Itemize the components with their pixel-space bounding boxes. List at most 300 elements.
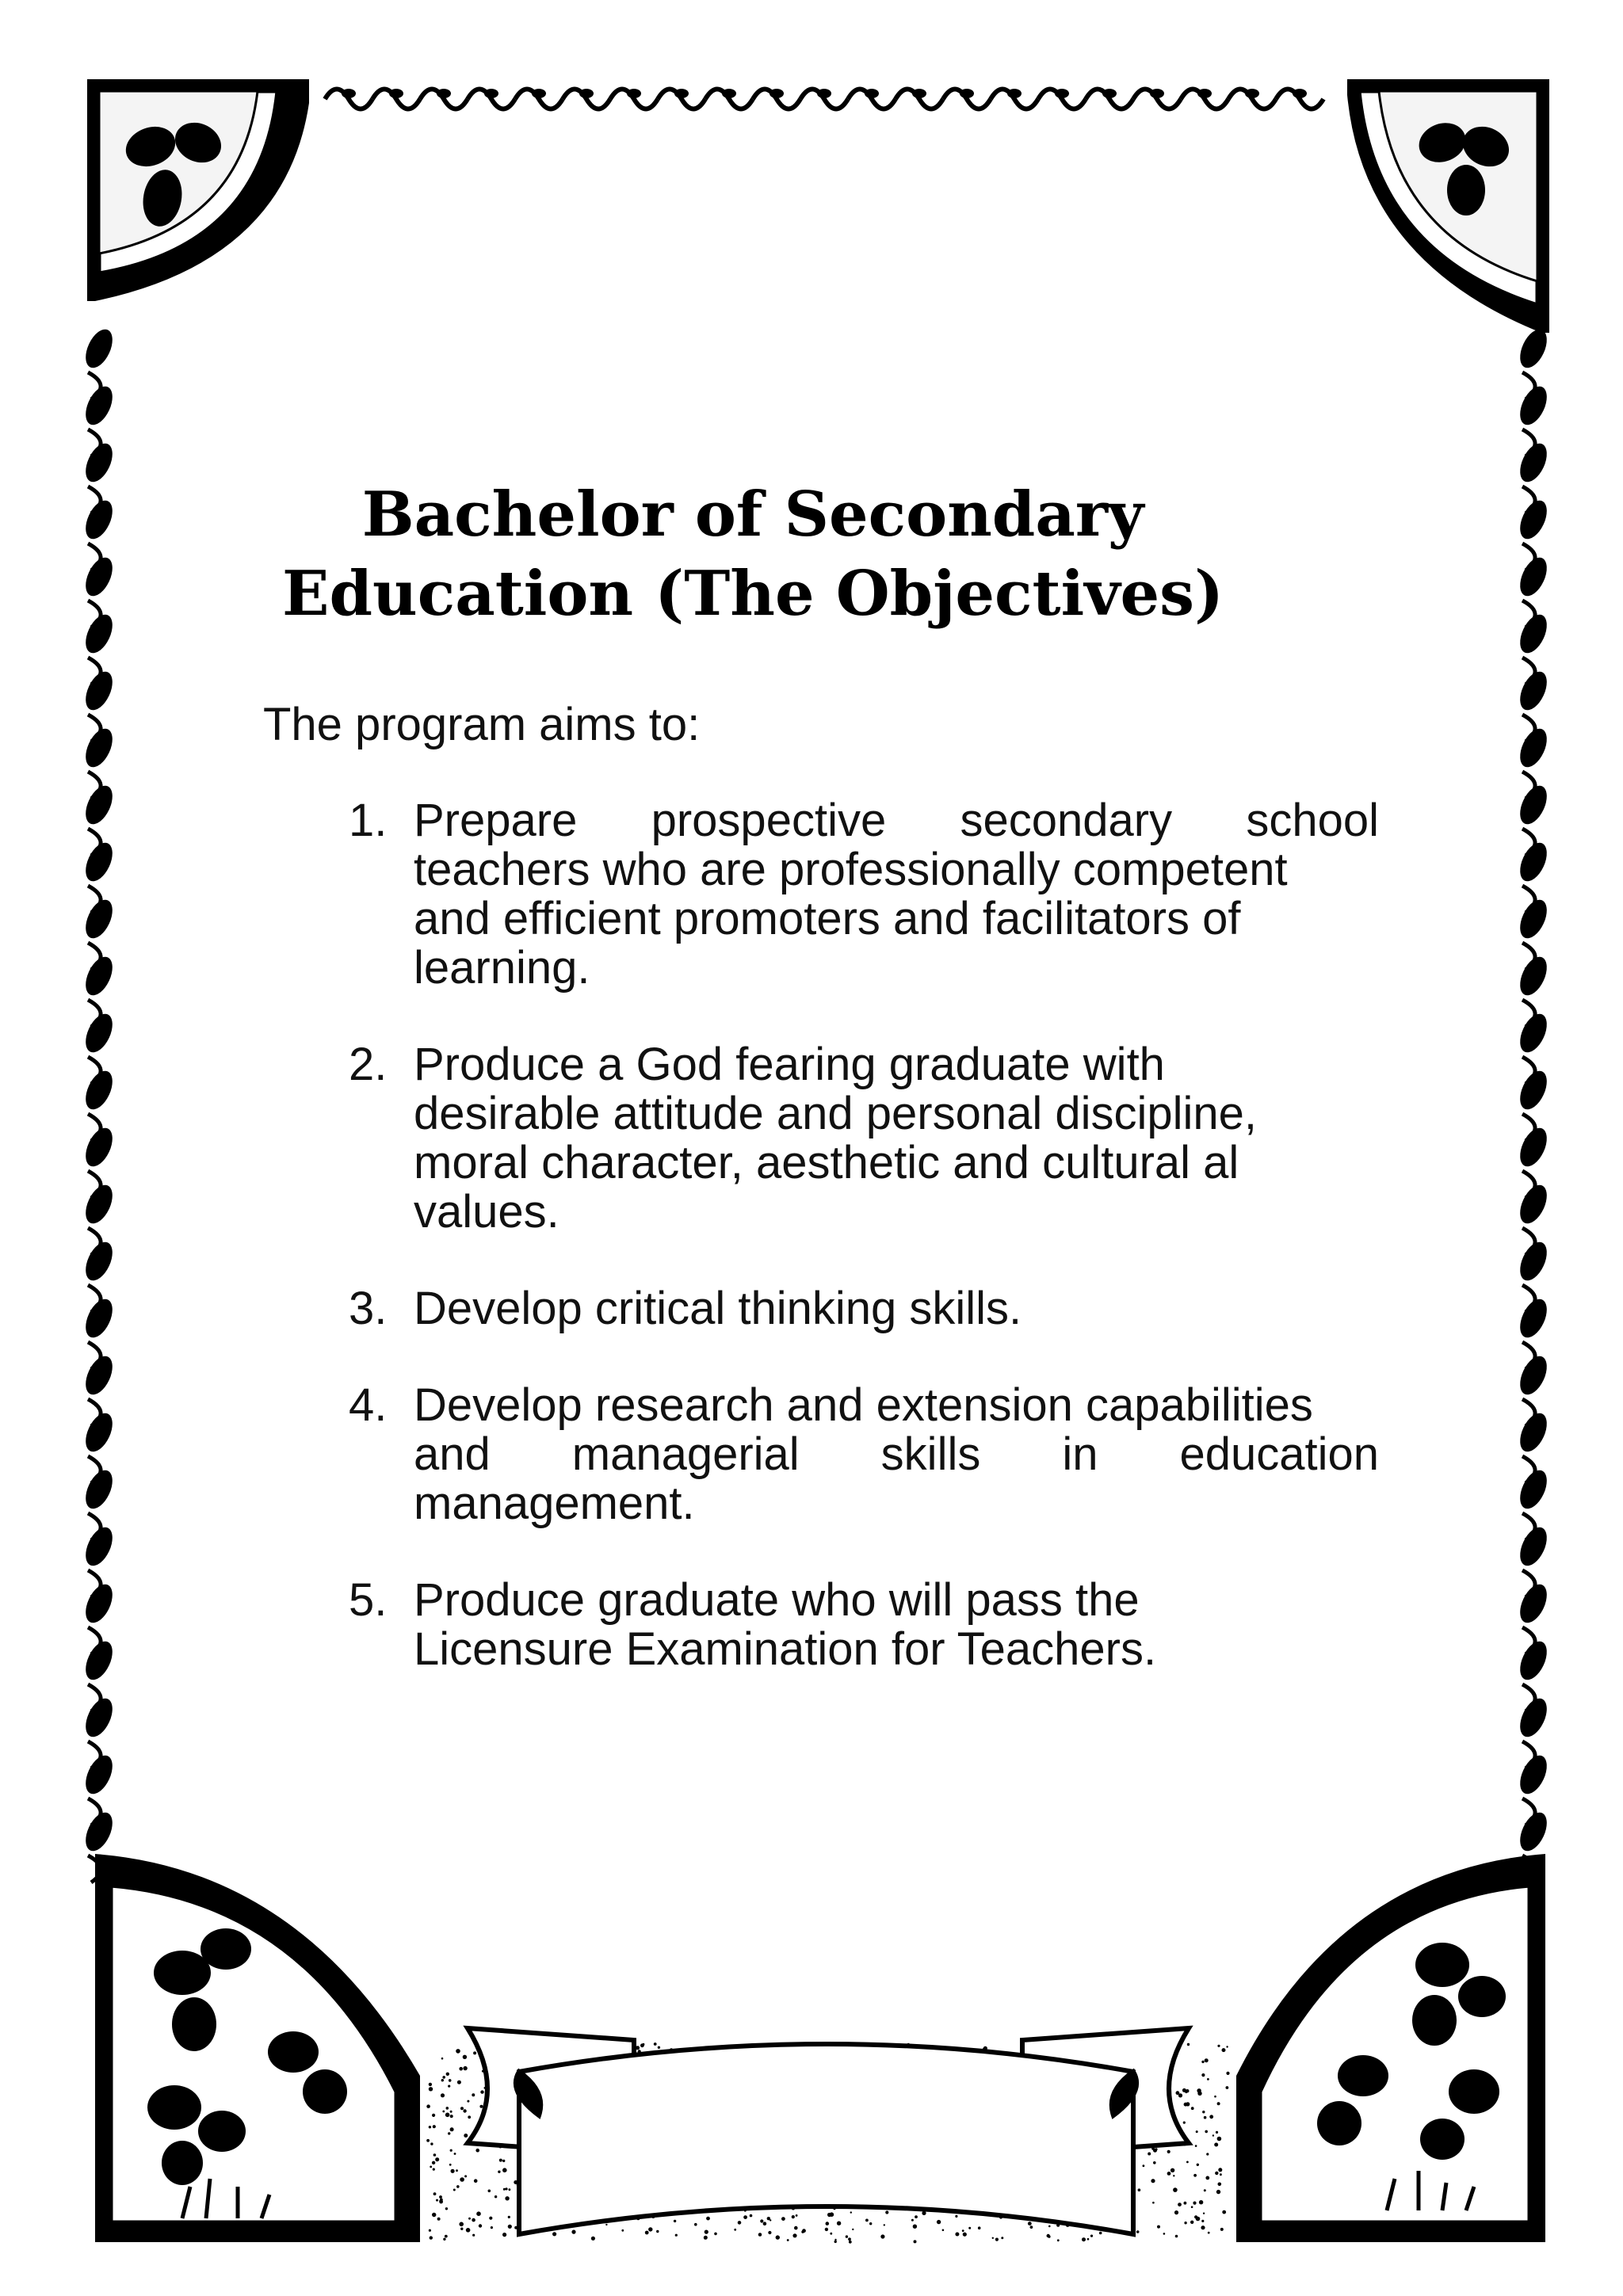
objective-text bbox=[414, 796, 1379, 993]
stipple-dot bbox=[457, 2081, 461, 2084]
stipple-dot bbox=[430, 2142, 433, 2145]
objective-text bbox=[414, 1381, 1379, 1528]
stipple-dot bbox=[658, 2046, 660, 2049]
stipple-dot bbox=[456, 2169, 458, 2172]
stipple-dot bbox=[1178, 2093, 1182, 2097]
stipple-dot bbox=[509, 2188, 511, 2191]
vine-leaf bbox=[80, 1067, 117, 1114]
vine-leaf bbox=[1007, 89, 1022, 98]
stipple-dot bbox=[1205, 2058, 1209, 2062]
vine-leaf bbox=[1514, 497, 1552, 543]
stipple-dot bbox=[474, 2179, 478, 2183]
stipple-dot bbox=[1199, 2200, 1203, 2204]
stipple-dot bbox=[792, 2215, 795, 2218]
vine-leaf bbox=[80, 839, 117, 886]
stipple-dot bbox=[1206, 2153, 1209, 2155]
vine-leaf bbox=[80, 1181, 117, 1228]
stipple-dot bbox=[963, 2233, 967, 2237]
stipple-dot bbox=[743, 2215, 747, 2219]
stipple-dot bbox=[1207, 2078, 1209, 2081]
stipple-dot bbox=[968, 2227, 971, 2229]
stipple-dot bbox=[449, 2164, 452, 2166]
stipple-dot bbox=[1217, 2102, 1220, 2105]
stipple-dot bbox=[505, 2196, 509, 2200]
vine-leaf bbox=[1514, 725, 1552, 772]
stipple-dot bbox=[645, 2231, 649, 2235]
vine-leaf bbox=[1514, 554, 1552, 601]
stipple-dot bbox=[1214, 2143, 1218, 2147]
stipple-dot bbox=[1191, 2107, 1194, 2110]
stipple-dot bbox=[1201, 2061, 1204, 2063]
stipple-dot bbox=[459, 2067, 463, 2071]
stipple-dot bbox=[1099, 2232, 1102, 2235]
stipple-dot bbox=[460, 2107, 464, 2110]
stipple-dot bbox=[591, 2237, 595, 2241]
stipple-dot bbox=[429, 2126, 431, 2128]
vine-leaf bbox=[1514, 1524, 1552, 1570]
vine-leaf bbox=[1514, 1409, 1552, 1456]
vine-leaf bbox=[1245, 89, 1259, 98]
stipple-dot bbox=[445, 2207, 448, 2210]
stipple-dot bbox=[433, 2125, 436, 2128]
stipple-dot bbox=[1148, 2153, 1151, 2156]
stipple-dot bbox=[848, 2237, 851, 2241]
vine-leaf bbox=[579, 89, 594, 98]
stipple-dot bbox=[1138, 2188, 1141, 2191]
stipple-dot bbox=[758, 2233, 762, 2237]
vine-leaf bbox=[817, 89, 831, 98]
objective-number: 4. bbox=[349, 1379, 388, 1431]
stipple-dot bbox=[769, 2219, 771, 2221]
vine-leaf bbox=[80, 953, 117, 1000]
vine-leaf bbox=[1514, 1581, 1552, 1627]
right-vine-border bbox=[1514, 326, 1552, 1882]
stipple-dot bbox=[992, 2237, 994, 2239]
stipple-dot bbox=[1184, 2222, 1186, 2224]
stipple-dot bbox=[1197, 2164, 1199, 2166]
vine-leaf bbox=[80, 1695, 117, 1741]
objective-line: moral character, aesthetic and cultural al bbox=[414, 1137, 1239, 1188]
stipple-dot bbox=[694, 2223, 697, 2226]
stipple-dot bbox=[1151, 2179, 1155, 2183]
stipple-dot bbox=[467, 2100, 469, 2103]
stipple-dot bbox=[432, 2161, 435, 2164]
stipple-dot bbox=[1196, 2217, 1201, 2222]
vine-leaf bbox=[80, 1010, 117, 1057]
stipple-dot bbox=[675, 2234, 678, 2237]
stipple-dot bbox=[456, 2185, 460, 2188]
vine-leaf bbox=[80, 896, 117, 943]
stipple-dot bbox=[1203, 2213, 1205, 2214]
corner-ornament-top-left bbox=[87, 79, 309, 301]
stipple-dot bbox=[450, 2149, 453, 2152]
stipple-dot bbox=[503, 2188, 506, 2191]
stipple-dot bbox=[1215, 2172, 1218, 2175]
vine-leaf bbox=[1514, 1809, 1552, 1855]
stipple-dot bbox=[705, 2230, 708, 2234]
stipple-dot bbox=[846, 2235, 848, 2237]
stipple-dot bbox=[571, 2230, 575, 2234]
stipple-dot bbox=[1143, 2164, 1145, 2167]
stipple-dot bbox=[445, 2235, 448, 2238]
objective-number: 5. bbox=[349, 1574, 388, 1626]
stipple-dot bbox=[463, 2109, 466, 2112]
stipple-dot bbox=[978, 2226, 981, 2229]
stipple-dot bbox=[1212, 2134, 1214, 2136]
stipple-dot bbox=[1217, 2137, 1222, 2142]
stipple-dot bbox=[1193, 2174, 1197, 2177]
stipple-dot bbox=[763, 2222, 767, 2225]
stipple-dot bbox=[781, 2217, 785, 2221]
objective-line: Licensure Examination for Teachers. bbox=[414, 1623, 1157, 1675]
stipple-dot bbox=[450, 2127, 454, 2131]
stipple-dot bbox=[768, 2231, 771, 2234]
stipple-dot bbox=[830, 2212, 834, 2217]
stipple-dot bbox=[738, 2221, 742, 2225]
vine-leaf bbox=[80, 668, 117, 715]
stipple-dot bbox=[825, 2228, 828, 2231]
stipple-dot bbox=[1030, 2225, 1033, 2229]
vine-leaf bbox=[1293, 89, 1307, 98]
stipple-dot bbox=[1028, 2222, 1032, 2225]
stipple-dot bbox=[1173, 2175, 1174, 2176]
stipple-dot bbox=[454, 2153, 456, 2155]
stipple-dot bbox=[1152, 2202, 1155, 2204]
objective-number: 2. bbox=[349, 1039, 388, 1090]
stipple-dot bbox=[466, 2228, 471, 2233]
stipple-dot bbox=[443, 2238, 445, 2241]
stipple-dot bbox=[451, 2169, 455, 2173]
vine-leaf bbox=[1514, 1295, 1552, 1342]
objective-line: Prepare prospective secondary school bbox=[414, 795, 1379, 846]
stipple-dot bbox=[1175, 2235, 1178, 2238]
stipple-dot bbox=[445, 2113, 450, 2118]
stipple-dot bbox=[472, 2218, 475, 2222]
stipple-dot bbox=[1216, 2131, 1218, 2134]
vine-leaf bbox=[80, 1409, 117, 1456]
stipple-dot bbox=[1136, 2230, 1140, 2233]
stipple-dot bbox=[1190, 2221, 1193, 2224]
objective-line: and efficient promoters and facilitators of bbox=[414, 893, 1241, 944]
vine-leaf bbox=[722, 89, 736, 98]
stipple-dot bbox=[1195, 2145, 1197, 2147]
stipple-dot bbox=[849, 2241, 852, 2244]
stipple-dot bbox=[837, 2222, 841, 2225]
vine-leaf bbox=[1197, 89, 1212, 98]
stipple-dot bbox=[499, 2159, 502, 2162]
stipple-dot bbox=[865, 2219, 869, 2222]
vine-leaf bbox=[1514, 839, 1552, 886]
stipple-dot bbox=[911, 2219, 914, 2222]
stipple-dot bbox=[433, 2153, 437, 2157]
stipple-dot bbox=[955, 2215, 957, 2218]
stipple-dot bbox=[450, 2115, 453, 2118]
stipple-dot bbox=[1214, 2096, 1216, 2098]
vine-leaf bbox=[769, 89, 784, 98]
stipple-dot bbox=[1196, 2130, 1198, 2133]
stipple-dot bbox=[479, 2224, 482, 2227]
objective-line: Develop research and extension capabilities bbox=[414, 1379, 1313, 1431]
vine-leaf bbox=[1514, 1352, 1552, 1399]
stipple-dot bbox=[448, 2085, 450, 2088]
stipple-dot bbox=[1090, 2235, 1093, 2237]
stipple-dot bbox=[656, 2230, 659, 2233]
stipple-dot bbox=[460, 2228, 463, 2230]
objective-line: learning. bbox=[414, 942, 590, 994]
objective-line: Develop critical thinking skills. bbox=[414, 1283, 1022, 1334]
vine-leaf bbox=[865, 89, 879, 98]
corner-ornament-bottom-right bbox=[1236, 1854, 1545, 2242]
stipple-dot bbox=[495, 2195, 497, 2198]
stipple-dot bbox=[1184, 2103, 1188, 2107]
stipple-dot bbox=[1220, 2173, 1222, 2176]
stipple-dot bbox=[1217, 2045, 1220, 2047]
objective-item-4 bbox=[349, 1381, 1379, 1528]
vine-leaf bbox=[80, 383, 117, 429]
objective-line: desirable attitude and personal discipline, bbox=[414, 1088, 1258, 1139]
stipple-dot bbox=[432, 2114, 435, 2117]
stipple-dot bbox=[880, 2234, 884, 2238]
stipple-dot bbox=[446, 2107, 449, 2110]
stipple-dot bbox=[787, 2239, 789, 2241]
stipple-dot bbox=[552, 2232, 556, 2236]
stipple-dot bbox=[498, 2171, 500, 2173]
stipple-dot bbox=[441, 2058, 444, 2060]
vine-leaf bbox=[1514, 1752, 1552, 1798]
objective-line: management. bbox=[414, 1478, 695, 1529]
objective-line: Produce graduate who will pass the bbox=[414, 1574, 1140, 1626]
vine-leaf bbox=[1514, 1695, 1552, 1741]
stipple-dot bbox=[449, 2079, 452, 2082]
stipple-dot bbox=[464, 2134, 468, 2138]
stipple-dot bbox=[480, 2090, 483, 2093]
stipple-dot bbox=[955, 2233, 959, 2237]
title-line-1: Bachelor of Secondary bbox=[361, 479, 1144, 551]
stipple-dot bbox=[640, 2043, 644, 2047]
stipple-dot bbox=[1184, 2202, 1187, 2205]
vine-leaf bbox=[1514, 953, 1552, 1000]
objectives-list bbox=[349, 796, 1379, 1722]
stipple-dot bbox=[734, 2229, 736, 2231]
vine-leaf bbox=[80, 1752, 117, 1798]
stipple-dot bbox=[489, 2217, 492, 2220]
stipple-dot bbox=[1222, 2210, 1226, 2214]
left-vine-border bbox=[80, 326, 117, 1882]
stipple-dot bbox=[1208, 2232, 1210, 2234]
stipple-dot bbox=[605, 2224, 607, 2225]
objective-text bbox=[414, 1576, 1379, 1674]
stipple-dot bbox=[1186, 2161, 1189, 2164]
stipple-dot bbox=[429, 2229, 431, 2232]
stipple-dot bbox=[942, 2229, 945, 2232]
stipple-dot bbox=[826, 2222, 830, 2225]
stipple-dot bbox=[796, 2214, 798, 2217]
vine-leaf bbox=[1514, 896, 1552, 943]
vine-leaf bbox=[80, 497, 117, 543]
stipple-dot bbox=[488, 2190, 491, 2193]
stipple-dot bbox=[463, 2055, 467, 2059]
objective-item-3 bbox=[349, 1284, 1379, 1333]
ribbon-banner bbox=[468, 2028, 1189, 2234]
vine-leaf bbox=[1514, 1638, 1552, 1684]
vine-leaf bbox=[80, 1581, 117, 1627]
stipple-dot bbox=[502, 2233, 506, 2237]
stipple-dot bbox=[453, 2189, 456, 2191]
objective-line: teachers who are professionally competent bbox=[414, 844, 1288, 895]
vine-leaf bbox=[80, 725, 117, 772]
vine-leaf bbox=[80, 1295, 117, 1342]
stipple-dot bbox=[442, 2076, 445, 2079]
stipple-dot bbox=[450, 2111, 453, 2113]
vine-leaf bbox=[960, 89, 974, 98]
stipple-dot bbox=[468, 2115, 471, 2119]
stipple-dot bbox=[429, 2083, 432, 2086]
vine-leaf bbox=[342, 89, 356, 98]
vine-leaf bbox=[1514, 1238, 1552, 1285]
stipple-dot bbox=[1220, 2228, 1224, 2231]
stipple-dot bbox=[648, 2227, 652, 2231]
stipple-dot bbox=[885, 2210, 888, 2214]
objective-line: and managerial skills in education bbox=[414, 1428, 1379, 1480]
stipple-dot bbox=[1226, 2046, 1228, 2047]
page-title bbox=[238, 475, 1268, 634]
stipple-dot bbox=[913, 2225, 917, 2229]
top-vine-border bbox=[325, 89, 1323, 109]
stipple-dot bbox=[491, 2226, 493, 2229]
stipple-dot bbox=[448, 2132, 450, 2134]
stipple-dot bbox=[850, 2211, 852, 2213]
stipple-dot bbox=[1153, 2161, 1156, 2164]
stipple-dot bbox=[1183, 2122, 1186, 2124]
stipple-dot bbox=[1193, 2202, 1196, 2205]
vine-leaf bbox=[1514, 1181, 1552, 1228]
stipple-dot bbox=[915, 2215, 918, 2218]
stipple-dot bbox=[502, 2160, 505, 2162]
stipple-dot bbox=[426, 2104, 430, 2108]
stipple-dot bbox=[432, 2213, 436, 2217]
stipple-dot bbox=[502, 2168, 507, 2172]
stipple-dot bbox=[801, 2230, 804, 2233]
stipple-dot bbox=[439, 2195, 442, 2199]
stipple-dot bbox=[1226, 2072, 1229, 2075]
stipple-dot bbox=[776, 2235, 780, 2239]
vine-leaf bbox=[80, 782, 117, 829]
vine-leaf bbox=[1514, 668, 1552, 715]
vine-leaf bbox=[1514, 782, 1552, 829]
stipple-dot bbox=[439, 2200, 443, 2204]
stipple-dot bbox=[476, 2211, 481, 2216]
stipple-dot bbox=[1201, 2220, 1204, 2222]
stipple-dot bbox=[505, 2187, 507, 2190]
stipple-dot bbox=[1057, 2239, 1060, 2241]
stipple-dot bbox=[937, 2220, 941, 2224]
stipple-dot bbox=[1163, 2233, 1166, 2235]
corner-ornament-top-right bbox=[1347, 79, 1549, 333]
stipple-dot bbox=[704, 2236, 708, 2240]
corner-ornament-bottom-left bbox=[95, 1854, 420, 2242]
stipple-dot bbox=[433, 2192, 437, 2195]
vine-leaf bbox=[389, 89, 403, 98]
stipple-dot bbox=[1205, 2130, 1208, 2134]
stipple-dot bbox=[621, 2229, 624, 2232]
stipple-dot bbox=[446, 2073, 449, 2076]
objective-number: 3. bbox=[349, 1283, 388, 1334]
objective-item-1 bbox=[349, 796, 1379, 993]
stipple-dot bbox=[508, 2225, 512, 2229]
vine-leaf bbox=[627, 89, 641, 98]
stipple-dot bbox=[834, 2241, 837, 2243]
vine-leaf bbox=[80, 440, 117, 486]
intro-text: The program aims to: bbox=[263, 699, 701, 750]
stipple-dot bbox=[750, 2214, 753, 2218]
stipple-dot bbox=[1178, 2203, 1182, 2206]
stipple-dot bbox=[1001, 2237, 1003, 2239]
stipple-dot bbox=[1173, 2187, 1178, 2192]
vine-leaf bbox=[80, 1352, 117, 1399]
stipple-dot bbox=[479, 2105, 483, 2108]
stipple-dot bbox=[459, 2222, 464, 2227]
objective-text bbox=[414, 1040, 1379, 1237]
stipple-dot bbox=[1167, 2172, 1171, 2176]
vine-leaf bbox=[912, 89, 926, 98]
stipple-dot bbox=[1191, 2206, 1193, 2208]
stipple-dot bbox=[1087, 2238, 1090, 2241]
vine-leaf bbox=[1514, 1124, 1552, 1171]
vine-leaf bbox=[1150, 89, 1164, 98]
stipple-dot bbox=[760, 2219, 763, 2222]
stipple-dot bbox=[472, 2234, 475, 2237]
stipple-dot bbox=[962, 2229, 964, 2232]
stipple-dot bbox=[426, 2139, 430, 2142]
vine-leaf bbox=[80, 611, 117, 658]
vine-leaf bbox=[674, 89, 689, 98]
stipple-dot bbox=[654, 2042, 657, 2046]
vine-leaf bbox=[1514, 1466, 1552, 1513]
stipple-dot bbox=[884, 2224, 885, 2225]
vine-leaf bbox=[1514, 383, 1552, 429]
stipple-dot bbox=[441, 2079, 444, 2081]
stipple-dot bbox=[1157, 2225, 1160, 2229]
stipple-dot bbox=[1204, 2189, 1206, 2191]
vine-leaf bbox=[80, 1809, 117, 1855]
stipple-dot bbox=[430, 2236, 433, 2239]
stipple-dot bbox=[1185, 2091, 1187, 2093]
stipple-dot bbox=[1048, 2235, 1050, 2237]
stipple-dot bbox=[460, 2177, 464, 2182]
stipple-dot bbox=[674, 2220, 676, 2222]
vine-leaf bbox=[437, 89, 451, 98]
stipple-dot bbox=[1048, 2225, 1051, 2228]
stipple-dot bbox=[442, 2111, 445, 2113]
vine-leaf bbox=[1102, 89, 1117, 98]
vine-leaf bbox=[484, 89, 498, 98]
stipple-dot bbox=[1082, 2237, 1086, 2241]
stipple-dot bbox=[852, 2229, 854, 2230]
stipple-dot bbox=[1218, 2183, 1222, 2187]
stipple-dot bbox=[995, 2238, 999, 2241]
stipple-dot bbox=[1209, 2115, 1213, 2119]
stipple-dot bbox=[1187, 2043, 1190, 2046]
stipple-dot bbox=[1202, 2111, 1205, 2113]
vine-leaf bbox=[80, 1238, 117, 1285]
stipple-dot bbox=[456, 2049, 460, 2054]
stipple-dot bbox=[1218, 2168, 1222, 2172]
stipple-dot bbox=[1167, 2150, 1170, 2153]
stipple-dot bbox=[1222, 2048, 1226, 2052]
stipple-dot bbox=[464, 2175, 467, 2177]
vine-leaf bbox=[80, 1124, 117, 1171]
stipple-dot bbox=[430, 2166, 432, 2168]
